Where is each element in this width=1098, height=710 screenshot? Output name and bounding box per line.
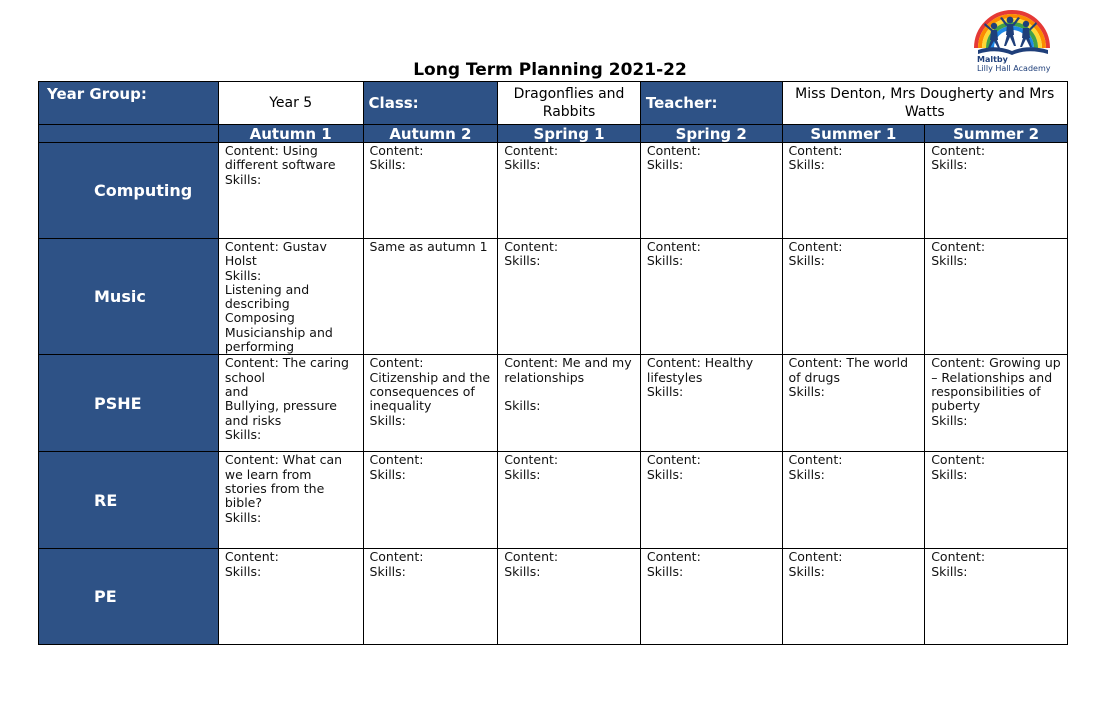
term-header: Spring 1 <box>498 125 641 143</box>
plan-cell <box>640 355 782 452</box>
subject-name: PSHE <box>94 393 142 413</box>
cell-line: Content: The caring school <box>224 355 349 385</box>
cell-line: Composing <box>224 310 295 326</box>
cell-line: Content: <box>504 239 559 254</box>
plan-cell <box>925 239 1068 355</box>
cell-line: Skills: <box>646 466 684 482</box>
cell-line: and <box>224 383 249 399</box>
cell-line: Skills: <box>224 426 262 442</box>
term-header: Autumn 2 <box>363 125 498 143</box>
subject-row <box>39 143 1068 239</box>
class-label: Class: <box>363 82 498 125</box>
cell-line: Skills: <box>646 253 684 269</box>
cell-line: Same as autumn 1 <box>369 239 488 254</box>
cell-line: Skills: <box>788 466 825 482</box>
cell-line: Content: <box>788 239 843 254</box>
plan-cell <box>218 452 363 549</box>
plan-cell <box>218 355 363 452</box>
plan-cell <box>640 239 782 355</box>
plan-cell <box>218 549 363 645</box>
teacher-value: Miss Denton, Mrs Dougherty and Mrs Watts <box>782 82 1067 125</box>
subject-label <box>39 143 219 239</box>
subject-row <box>39 239 1068 355</box>
teacher-label: Teacher: <box>640 82 782 125</box>
term-header: Spring 2 <box>640 125 782 143</box>
cell-line <box>504 385 634 399</box>
subject-row <box>39 549 1068 645</box>
plan-cell <box>498 143 641 239</box>
plan-cell <box>363 355 498 452</box>
cell-line: Content: <box>369 143 424 158</box>
cell-line: Content: What can we learn from stories from the bible? <box>224 452 343 511</box>
plan-cell <box>363 239 498 355</box>
cell-line: Content: <box>931 549 986 565</box>
cell-line: Content: Using different software <box>224 143 336 173</box>
subject-label <box>39 549 219 645</box>
plan-cell <box>498 355 641 452</box>
cell-line: Content: <box>646 452 701 468</box>
cell-line: Content: <box>369 549 424 565</box>
cell-line: Skills: <box>504 253 541 269</box>
cell-line: Content: <box>931 452 986 468</box>
cell-line: Content: <box>788 452 843 468</box>
cell-line: Content: <box>646 549 701 565</box>
plan-cell <box>782 355 925 452</box>
cell-line: Musicianship and performing <box>224 324 333 355</box>
cell-line: Content: <box>931 143 986 158</box>
plan-cell <box>498 549 641 645</box>
rainbow-children-icon <box>970 4 1056 56</box>
cell-line: Content: <box>504 143 559 158</box>
cell-line: Content: Citizenship and the consequences of inequality <box>369 355 491 414</box>
subject-name: RE <box>94 490 118 510</box>
plan-cell <box>218 239 363 355</box>
cell-line: Skills: <box>788 563 825 579</box>
cell-line: Skills: <box>931 466 968 482</box>
cell-line: Skills: <box>224 267 262 283</box>
term-header: Summer 2 <box>925 125 1068 143</box>
term-header-blank <box>39 125 219 143</box>
plan-cell <box>925 549 1068 645</box>
cell-line: Listening and describing <box>224 281 310 312</box>
cell-line: Skills: <box>504 157 541 173</box>
plan-cell <box>218 143 363 239</box>
logo-name: Maltby <box>977 55 1008 64</box>
plan-cell <box>363 549 498 645</box>
logo-subtitle: Lilly Hall Academy <box>977 64 1051 73</box>
cell-line: Content: <box>224 549 279 565</box>
cell-line: Skills: <box>504 563 541 579</box>
term-header-row <box>39 125 1068 143</box>
cell-line: Skills: <box>788 253 825 269</box>
subject-label <box>39 452 219 549</box>
cell-line: Skills: <box>369 412 406 428</box>
year-group-label: Year Group: <box>39 82 219 125</box>
term-header: Autumn 1 <box>218 125 363 143</box>
plan-cell <box>782 549 925 645</box>
subject-label <box>39 239 219 355</box>
cell-line: Content: <box>504 549 559 565</box>
cell-line: Skills: <box>224 509 262 525</box>
cell-line: Skills: <box>224 171 262 187</box>
plan-cell <box>782 239 925 355</box>
subject-name: PE <box>94 587 117 607</box>
planning-table <box>38 81 1068 645</box>
cell-line: Skills: <box>788 383 825 399</box>
year-group-value: Year 5 <box>218 82 363 125</box>
cell-line: Skills: <box>788 157 825 173</box>
plan-cell <box>640 452 782 549</box>
cell-line: Bullying, pressure and risks <box>224 398 337 428</box>
cell-line: Content: Me and my relationships <box>504 355 632 385</box>
cell-line: Skills: <box>931 563 968 579</box>
plan-cell <box>498 452 641 549</box>
plan-cell <box>363 143 498 239</box>
term-header: Summer 1 <box>782 125 925 143</box>
meta-row <box>39 82 1068 125</box>
plan-cell <box>925 355 1068 452</box>
plan-cell <box>363 452 498 549</box>
subject-row <box>39 355 1068 452</box>
cell-line: Skills: <box>504 398 541 414</box>
plan-cell <box>925 452 1068 549</box>
cell-line: Skills: <box>931 253 968 269</box>
cell-line: Skills: <box>369 157 406 173</box>
cell-line: Skills: <box>504 466 541 482</box>
cell-line: Skills: <box>369 466 406 482</box>
school-logo <box>970 4 1060 74</box>
cell-line: Skills: <box>931 157 968 173</box>
cell-line: Content: <box>504 452 559 468</box>
plan-cell <box>640 549 782 645</box>
cell-line: Content: <box>369 452 424 468</box>
subject-row <box>39 452 1068 549</box>
subject-name: Computing <box>94 181 193 200</box>
cell-line: Content: <box>788 549 843 565</box>
plan-cell <box>782 452 925 549</box>
subject-name: Music <box>94 287 146 307</box>
cell-line: Content: The world of drugs <box>788 355 909 385</box>
cell-line: Content: <box>646 143 701 158</box>
subject-label <box>39 355 219 452</box>
plan-cell <box>925 143 1068 239</box>
cell-line: Content: <box>646 239 701 254</box>
cell-line: Content: <box>788 143 843 158</box>
cell-line: Skills: <box>224 563 262 579</box>
plan-cell <box>498 239 641 355</box>
cell-line: Skills: <box>646 383 684 399</box>
class-value: Dragonflies and Rabbits <box>498 82 641 125</box>
cell-line: Content: Gustav Holst <box>224 239 327 269</box>
page-title: Long Term Planning 2021-22 <box>413 60 687 80</box>
cell-line: Content: Healthy lifestyles <box>646 355 754 385</box>
cell-line: Content: Growing up – Relationships and responsibilities of puberty <box>931 355 1061 414</box>
cell-line: Skills: <box>931 412 968 428</box>
cell-line: Skills: <box>369 563 406 579</box>
plan-cell <box>640 143 782 239</box>
cell-line: Skills: <box>646 563 684 579</box>
cell-line: Skills: <box>646 157 684 173</box>
plan-cell <box>782 143 925 239</box>
cell-line: Content: <box>931 239 986 254</box>
